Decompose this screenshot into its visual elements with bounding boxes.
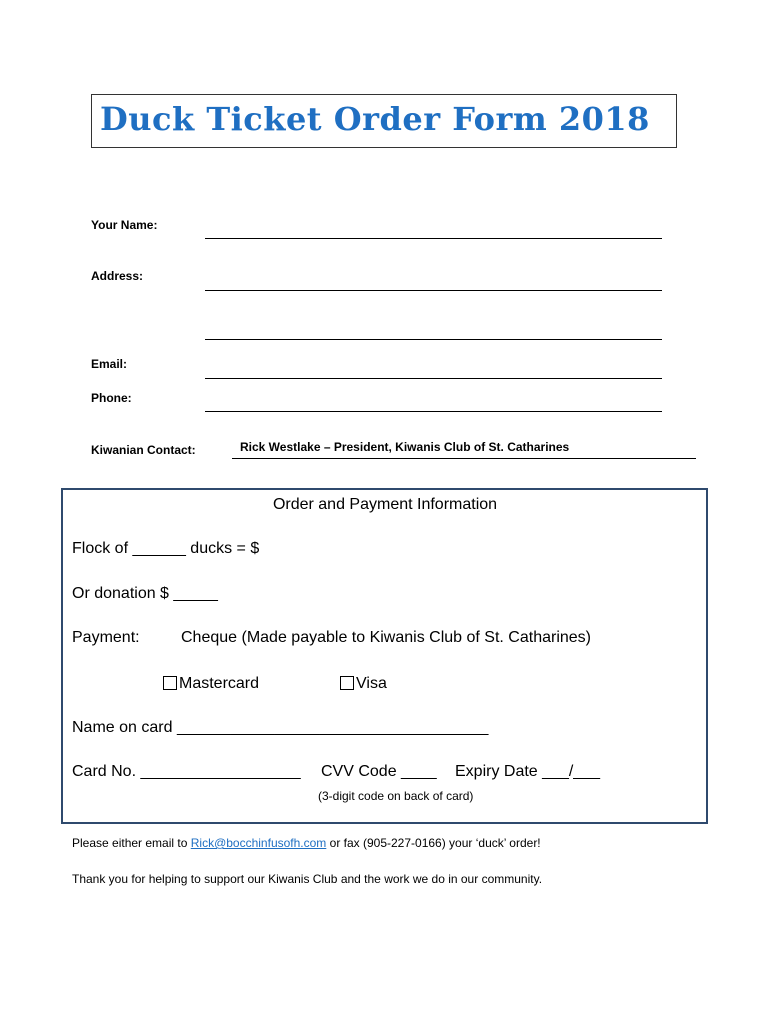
name-label: Your Name: (91, 218, 158, 232)
contact-line (232, 458, 696, 459)
expiry-line[interactable]: Expiry Date ___/___ (455, 763, 600, 780)
phone-line[interactable] (205, 411, 662, 412)
contact-value: Rick Westlake – President, Kiwanis Club of St. Catharines (240, 440, 570, 454)
mastercard-label: Mastercard (179, 675, 260, 692)
cvv-note: (3-digit code on back of card) (318, 789, 474, 803)
address-label: Address: (91, 269, 144, 283)
email-prefix: Please either email to (72, 836, 191, 850)
visa-label: Visa (356, 675, 387, 692)
mastercard-option[interactable] (163, 675, 259, 693)
payment-label: Payment: (72, 629, 140, 646)
email-suffix: or fax (905-227-0166) your ‘duck’ order! (326, 836, 541, 850)
payment-heading: Order and Payment Information (272, 496, 498, 513)
thank-you-note: Thank you for helping to support our Kiwanis Club and the work we do in our community. (72, 872, 543, 886)
phone-label: Phone: (91, 391, 132, 405)
address-line-1[interactable] (205, 290, 662, 291)
donation-line[interactable]: Or donation $ _____ (72, 585, 218, 602)
cheque-option: Cheque (Made payable to Kiwanis Club of St. Catharines) (181, 629, 591, 646)
card-number-line[interactable]: Card No. __________________ (72, 763, 301, 780)
mastercard-checkbox[interactable] (163, 676, 177, 690)
visa-checkbox[interactable] (340, 676, 354, 690)
contact-label: Kiwanian Contact: (91, 443, 196, 457)
cvv-line[interactable]: CVV Code ____ (321, 763, 437, 780)
flock-line[interactable]: Flock of ______ ducks = $ (72, 540, 260, 557)
email-label: Email: (91, 357, 128, 371)
page-title: Duck Ticket Order Form 2018 (100, 100, 650, 138)
address-line-2[interactable] (205, 339, 662, 340)
email-line[interactable] (205, 378, 662, 379)
email-instructions (72, 836, 541, 850)
name-line[interactable] (205, 238, 662, 239)
email-link[interactable]: Rick@bocchinfusofh.com (190, 836, 327, 850)
name-on-card-line[interactable]: Name on card ___________________________________ (72, 719, 489, 736)
visa-option[interactable] (340, 675, 387, 693)
